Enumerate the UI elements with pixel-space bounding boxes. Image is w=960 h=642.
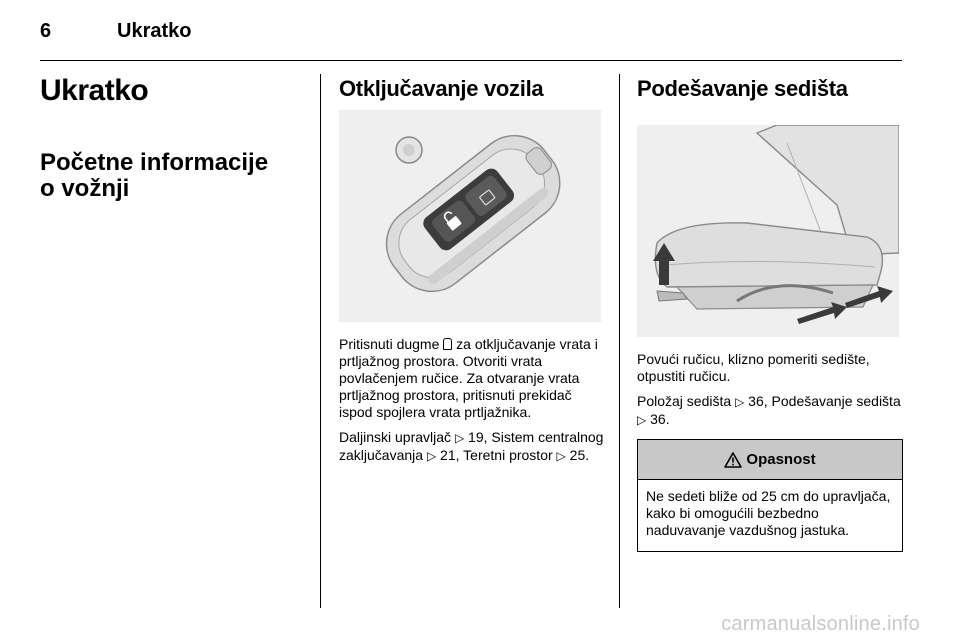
- page-reference-icon: ▷: [637, 413, 647, 427]
- header-rule: [40, 60, 902, 61]
- column-seat: [637, 74, 903, 552]
- seat-paragraph-1: Povući ručicu, klizno pomeriti sedište, otpustiti ručicu.: [637, 351, 870, 384]
- column-chapter: [40, 74, 310, 202]
- warning-triangle-icon: [724, 452, 742, 468]
- watermark: carmanualsonline.info: [721, 613, 920, 635]
- warning-title: Opasnost: [746, 451, 816, 468]
- page-reference-icon: ▷: [735, 395, 745, 409]
- seat-heading: Podešavanje sedišta: [637, 76, 848, 101]
- page-header: [40, 20, 902, 60]
- warning-text: Ne sedeti bliže od 25 cm do upravljača, kako bi omogućili bezbedno naduvavanje vazdušnog jastuka.: [646, 488, 891, 538]
- column-unlocking: [339, 74, 605, 465]
- seat-paragraph-2: Položaj sedišta ▷ 36, Podešavanje sedišta ▷ 36.: [637, 393, 901, 427]
- key-illustration: [339, 110, 601, 322]
- page-reference-icon: ▷: [454, 431, 465, 445]
- unlocking-paragraph-1: Pritisnuti dugme za otključavanje vrata i prtljažnog prostora. Otvoriti vrata povlačenjem ručice. Za otvaranje vrata prtljažnog prostora, pritisnuti prekidač ispod spojlera vrata prtljažnika.: [339, 336, 598, 420]
- section-title: Početne informacije o vožnji: [40, 149, 269, 202]
- unlocking-heading: Otključavanje vozila: [339, 76, 544, 101]
- column-divider: [320, 74, 321, 608]
- column-divider: [619, 74, 620, 608]
- page-reference-icon: ▷: [426, 449, 437, 463]
- unlocking-paragraph-2: Daljinski upravljač ▷ 19, Sistem centralnog zaključavanja ▷ 21, Teretni prostor ▷ 25.: [339, 429, 604, 463]
- seat-illustration: [637, 125, 899, 337]
- danger-warning-box: [637, 439, 903, 552]
- page-number: 6: [40, 20, 52, 42]
- page-reference-icon: ▷: [556, 449, 566, 463]
- warning-header: [638, 440, 902, 480]
- chapter-title: Ukratko: [40, 74, 149, 107]
- running-title: Ukratko: [117, 20, 192, 42]
- lock-button-symbol-icon: [443, 338, 452, 350]
